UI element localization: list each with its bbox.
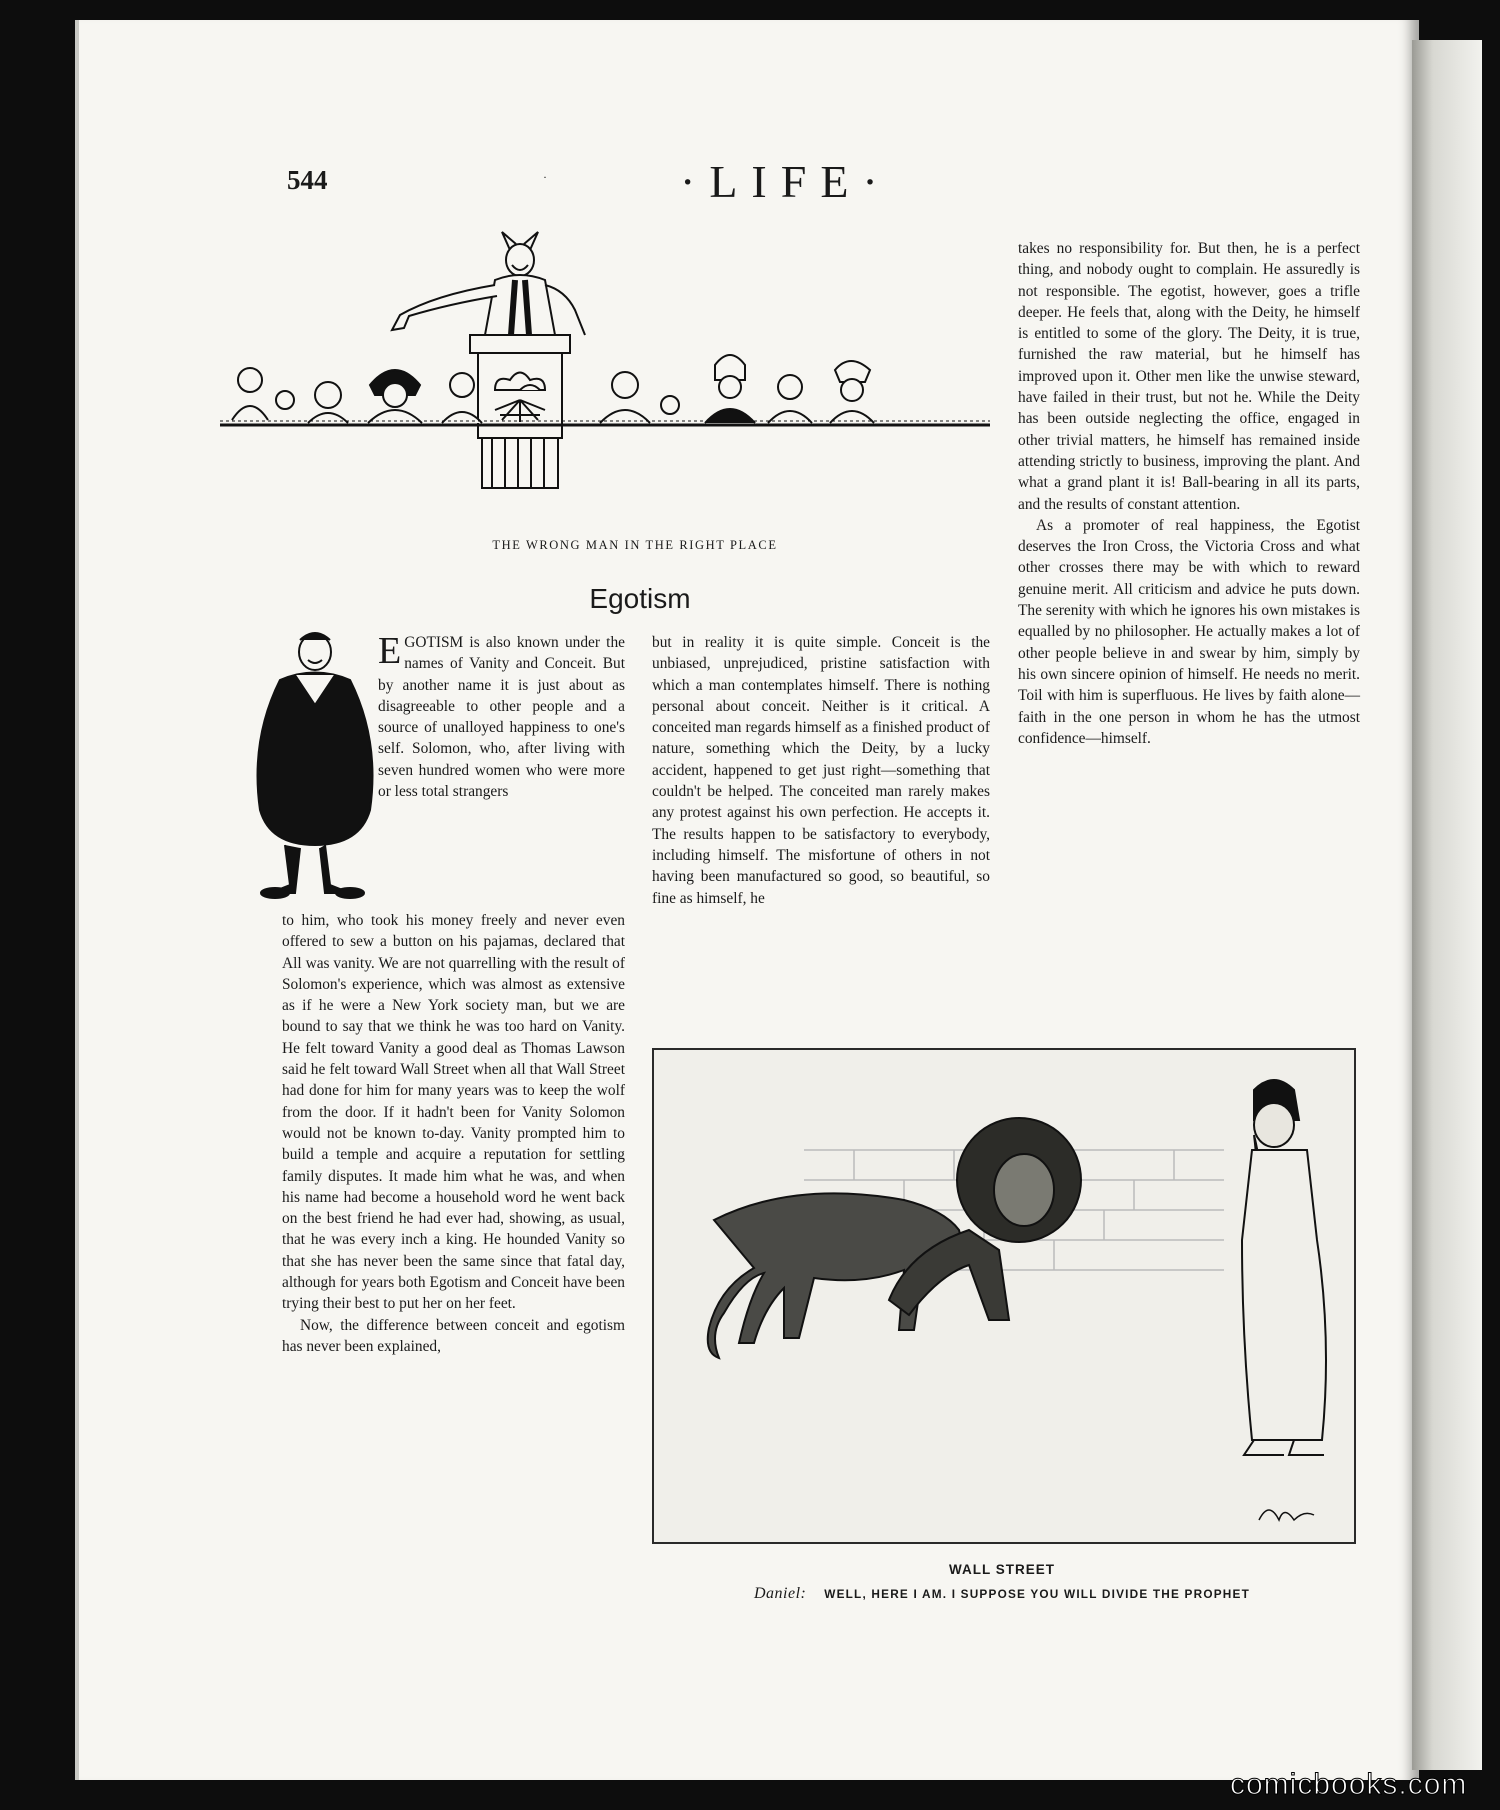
- watermark-logo: comicbooks.com: [1230, 1768, 1468, 1801]
- plate-title: WALL STREET: [948, 1562, 1055, 1577]
- intro-text: GOTISM is also known under the names of Vanity and Conceit. But by another name it is just about as disagreeable to other people and a source of unalloyed happiness to one's self. Solomon, who, after living with seven hundred women who were more or less total strangers: [378, 634, 625, 801]
- masthead: ·LIFE·: [680, 156, 892, 207]
- pulpit-cartoon-illustration: [220, 225, 990, 525]
- cartoon-caption: THE WRONG MAN IN THE RIGHT PLACE: [492, 538, 778, 552]
- paragraph: but in reality it is quite simple. Conceit is the unbiased, unprejudiced, pristine satisfaction with which a man contemplates himself. There is nothing personal about conceit. Neither is it critical. A conceited man regards himself as a finished product of nature, something which the Deity, by a lucky accident, happened to get just right—something that couldn't be helped. The conceited man rarely makes any protest against his own perfection. He accepts it. The results happen to be satisfactory to everybody, including himself. The misfortune of others in not having been manufactured so good, so beautiful, so fine as himself, he: [652, 634, 990, 907]
- drop-cap: E: [378, 630, 402, 672]
- stout-man-illustration: [240, 630, 380, 900]
- ornament-dot: ·: [543, 170, 547, 184]
- article-column-3: [1018, 238, 1360, 749]
- paragraph: As a promoter of real happiness, the Egotist deserves the Iron Cross, the Victoria Cross and what other crosses there may be with which to reward genuine merit. All criticism and advice he puts down. The serenity with which he ignores his own mistakes is equalled by no philosopher. He actually makes a lot of other people believe in and swear by him, simply by his own sincere opinion of himself. He needs no merit. Toil with him is superfluous. He lives by faith alone—faith in the one person in whom he has the utmost confidence—himself.: [1018, 516, 1360, 747]
- article-column-1-intro: [378, 632, 625, 802]
- page-number: 544: [287, 165, 328, 195]
- paragraph: Now, the difference between conceit and egotism has never been explained,: [282, 1316, 625, 1355]
- article-column-1: [282, 910, 625, 1357]
- caption-speaker: Daniel:: [754, 1585, 807, 1602]
- next-page-edge: [1412, 40, 1482, 1770]
- paragraph: to him, who took his money freely and never even offered to sew a button on his pajamas, declared that All was vanity. We are not quarrelling with the result of Solomon's experience, which was almost as extensive as if he were a New York society man, but we are bound to say that we think he was too hard on Vanity. He felt toward Vanity a good deal as Thomas Lawson said he felt toward Wall Street when all that Wall Street had done for him for many years was to keep the wolf from the door. If it hadn't been for Vanity Solomon would not be known to-day. Vanity prompted him to build a temple and acquire a reputation for settling family disputes. It made him what he was, and when his name had become a household word he went back on the best friend he had ever had, showing, as usual, that he was every inch a king. He hounded Vanity so that she has never been the same since that fatal day, although for years both Egotism and Conceit have been trying their best to put her on her feet.: [282, 912, 625, 1313]
- wall-street-plate-illustration: [652, 1048, 1356, 1544]
- paragraph: takes no responsibility for. But then, he is a perfect thing, and nobody ought to complain. He assuredly is not responsible. The egotist, however, goes a trifle deeper. He feels that, along with the Deity, he himself is entitled to some of the glory. The Deity, it is true, furnished the raw material, but he himself has improved upon it. Other men like the unwise steward, have failed in their trust, but not he. While the Deity has been outside neglecting the office, engaged in other trivial matters, he himself has remained inside attending strictly to business, improving the plant. And what a grand plant it is! Ball-bearing in all its parts, and the results of constant attention.: [1018, 240, 1360, 513]
- article-title: Egotism: [589, 583, 691, 614]
- caption-speech: WELL, HERE I AM. I SUPPOSE YOU WILL DIVIDE THE PROPHET: [824, 1587, 1250, 1601]
- article-column-2: [652, 632, 990, 909]
- plate-caption: [652, 1585, 1352, 1603]
